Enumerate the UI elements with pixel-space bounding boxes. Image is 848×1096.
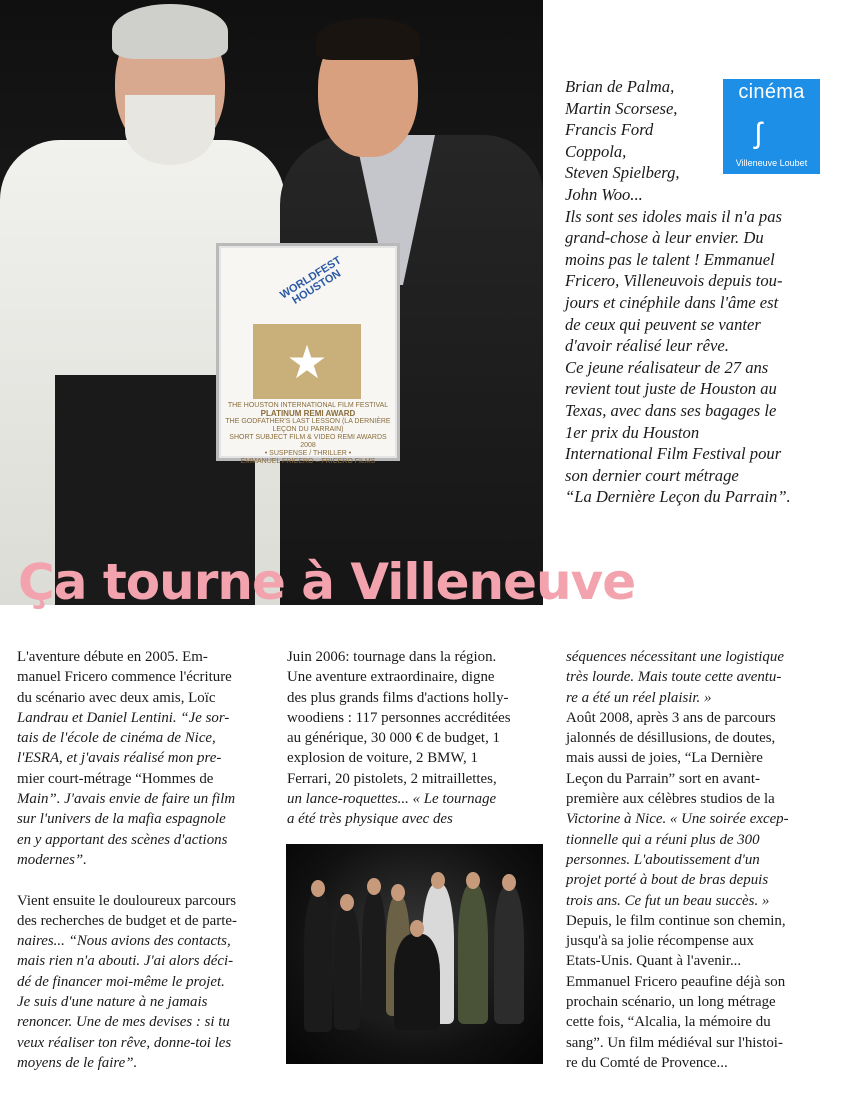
cast-head — [410, 920, 424, 937]
director-hair — [316, 18, 420, 60]
award-text — [225, 402, 391, 466]
article-line: du scénario avec deux amis, Loïc — [17, 689, 216, 706]
article-line: woodiens : 117 personnes accréditées — [287, 709, 511, 726]
page-title: Ça tourne à Villeneuve — [18, 553, 636, 611]
intro-line: Brian de Palma, — [565, 77, 675, 96]
cast-head — [431, 872, 445, 889]
article-line: prochain scénario, un long métrage — [566, 994, 776, 1011]
article-line: tais de l'école de cinéma de Nice, — [17, 730, 216, 747]
cast-head — [311, 880, 325, 897]
intro-line: International Film Festival pour — [565, 444, 782, 464]
award-line: SHORT SUBJECT FILM & VIDEO REMI AWARDS 2008 — [229, 434, 387, 449]
intro-line: John Woo... — [565, 184, 643, 204]
cast-member — [458, 884, 488, 1024]
cast-photo — [286, 844, 543, 1064]
article-line: renoncer. Une de mes devises : si tu — [17, 1014, 230, 1031]
article-line: cette fois, “Alcalia, la mémoire du — [566, 1014, 771, 1031]
article-line: jalonnés de désillusions, de doutes, — [566, 730, 776, 747]
intro-line: jours et cinéphile dans l'âme est — [565, 292, 779, 312]
article-line: Juin 2006: tournage dans la région. — [287, 649, 497, 665]
award-line: • SUSPENSE / THRILLER • — [264, 450, 352, 457]
intro-line: revient tout juste de Houston au — [565, 379, 777, 399]
article-line: a été très physique avec des — [287, 811, 453, 828]
officer-beard — [125, 95, 215, 165]
article-line: L'aventure débute en 2005. Em- — [17, 649, 208, 665]
cast-member — [362, 890, 386, 1020]
cast-member — [494, 886, 524, 1024]
cast-head — [367, 878, 381, 895]
article-line: veux réaliser ton rêve, donne-toi les — [17, 1034, 232, 1051]
officer-hair — [112, 4, 228, 59]
cast-head — [340, 894, 354, 911]
cast-head — [391, 884, 405, 901]
film-reel-icon: ʃ — [755, 117, 762, 150]
intro-line: Fricero, Villeneuvois depuis tou- — [565, 271, 783, 291]
article-column-1 — [17, 647, 272, 1073]
article-column-2 — [287, 647, 542, 830]
intro-line: moins pas le talent ! Emmanuel — [565, 249, 775, 269]
logo-label: cinéma — [738, 81, 805, 103]
intro-line: son dernier court métrage — [565, 465, 739, 485]
intro-line: Francis Ford — [565, 120, 654, 140]
intro-line: Martin Scorsese, — [565, 98, 678, 118]
cast-member — [334, 906, 360, 1030]
article-line: trois ans. Ce fut un beau succès. » — [566, 892, 770, 909]
cast-member — [304, 892, 332, 1032]
article-line: séquences nécessitant une logistique — [566, 649, 784, 665]
cast-head — [502, 874, 516, 891]
article-line: Etats-Unis. Quant à l'avenir... — [566, 953, 742, 970]
article-line: mier court-métrage “Hommes de — [17, 770, 214, 787]
article-line: explosion de voiture, 2 BMW, 1 — [287, 750, 478, 767]
article-line: au générique, 30 000 € de budget, 1 — [287, 730, 500, 747]
article-line: Vient ensuite le douloureux parcours — [17, 892, 237, 909]
article-line: tionnelle qui a réuni plus de 300 — [566, 831, 760, 848]
article-line — [17, 870, 272, 890]
article-line: sur l'univers de la mafia espagnole — [17, 811, 226, 828]
article-line: dé de financer moi-même le projet. — [17, 973, 225, 990]
award-line: THE GODFATHER'S LAST LESSON (LA DERNIÈRE — [225, 418, 391, 425]
article-line: Victorine à Nice. « Une soirée excep- — [566, 811, 789, 828]
intro-line: d'avoir réalisé leur rêve. — [565, 336, 729, 356]
article-line: personnes. L'aboutissement d'un — [566, 851, 760, 868]
article-line: première aux célèbres studios de la — [566, 791, 775, 808]
award-ceremony-photo — [0, 0, 543, 605]
article-line: moyens de le faire”. — [17, 1054, 138, 1071]
intro-line: Coppola, — [565, 141, 627, 161]
article-line: Ferrari, 20 pistolets, 2 mitraillettes, — [287, 770, 497, 787]
article-line: projet porté à bout de bras depuis — [566, 872, 769, 889]
article-line: Main”. J'avais envie de faire un film — [17, 791, 236, 808]
article-line: un lance-roquettes... « Le tournage — [287, 791, 497, 808]
article-line: sang”. Un film médiéval sur l'histoi- — [566, 1034, 783, 1051]
article-line: des recherches de budget et de parte- — [17, 912, 237, 929]
article-column-3 — [566, 647, 821, 1073]
intro-line: Ce jeune réalisateur de 27 ans — [565, 357, 769, 377]
article-line: en y apportant des scènes d'actions — [17, 831, 228, 848]
article-line: re du Comté de Provence... — [566, 1054, 728, 1071]
article-line: l'ESRA, et j'avais réalisé mon pre- — [17, 750, 222, 767]
article-line: Landrau et Daniel Lentini. “Je sor- — [17, 709, 230, 726]
intro-line: de ceux qui peuvent se vanter — [565, 314, 761, 334]
intro-text — [565, 76, 820, 508]
award-line: LEÇON DU PARRAIN) — [272, 426, 344, 433]
award-name: PLATINUM REMI AWARD — [260, 409, 356, 418]
article-line: Emmanuel Fricero peaufine déjà son — [566, 973, 786, 990]
intro-line: Ils sont ses idoles mais il n'a pas — [565, 206, 782, 226]
article-line: Une aventure extraordinaire, digne — [287, 669, 495, 686]
intro-line: grand-chose à leur envier. Du — [565, 228, 764, 248]
cast-head — [466, 872, 480, 889]
article-line: mais rien n'a abouti. J'ai alors déci- — [17, 953, 234, 970]
article-line: Depuis, le film continue son chemin, — [566, 912, 786, 929]
logo-place: Villeneuve Loubet — [735, 158, 808, 168]
intro-line: Texas, avec dans ses bagages le — [565, 400, 777, 420]
article-line: très lourde. Mais toute cette aventu- — [566, 669, 782, 686]
intro-line: “La Dernière Leçon du Parrain”. — [565, 487, 791, 507]
article-line: Août 2008, après 3 ans de parcours — [566, 709, 776, 726]
article-line: Je suis d'une nature à ne jamais — [17, 994, 208, 1011]
article-line: modernes”. — [17, 851, 87, 868]
article-line: mais aussi de joies, “La Dernière — [566, 750, 763, 767]
article-line: naires... “Nous avions des contacts, — [17, 933, 231, 950]
award-line: EMMANUEL FRICERO – FRICERO FILMS — [240, 458, 376, 465]
award-plaque — [216, 243, 400, 465]
article-line: jusqu'à sa jolie récompense aux — [566, 933, 754, 950]
intro-line: Steven Spielberg, — [565, 163, 680, 183]
article-line: re a été un réel plaisir. » — [566, 689, 712, 706]
award-star-icon: ★ — [286, 337, 328, 388]
seated-cast-member — [394, 934, 440, 1030]
award-line: THE HOUSTON INTERNATIONAL FILM FESTIVAL — [227, 402, 389, 409]
article-line: Leçon du Parrain” sort en avant- — [566, 770, 760, 787]
award-title: WORLDFEST HOUSTON — [278, 254, 344, 307]
article-line: manuel Fricero commence l'écriture — [17, 669, 232, 686]
article-line: des plus grands films d'actions holly- — [287, 689, 509, 706]
intro-line: 1er prix du Houston — [565, 422, 700, 442]
